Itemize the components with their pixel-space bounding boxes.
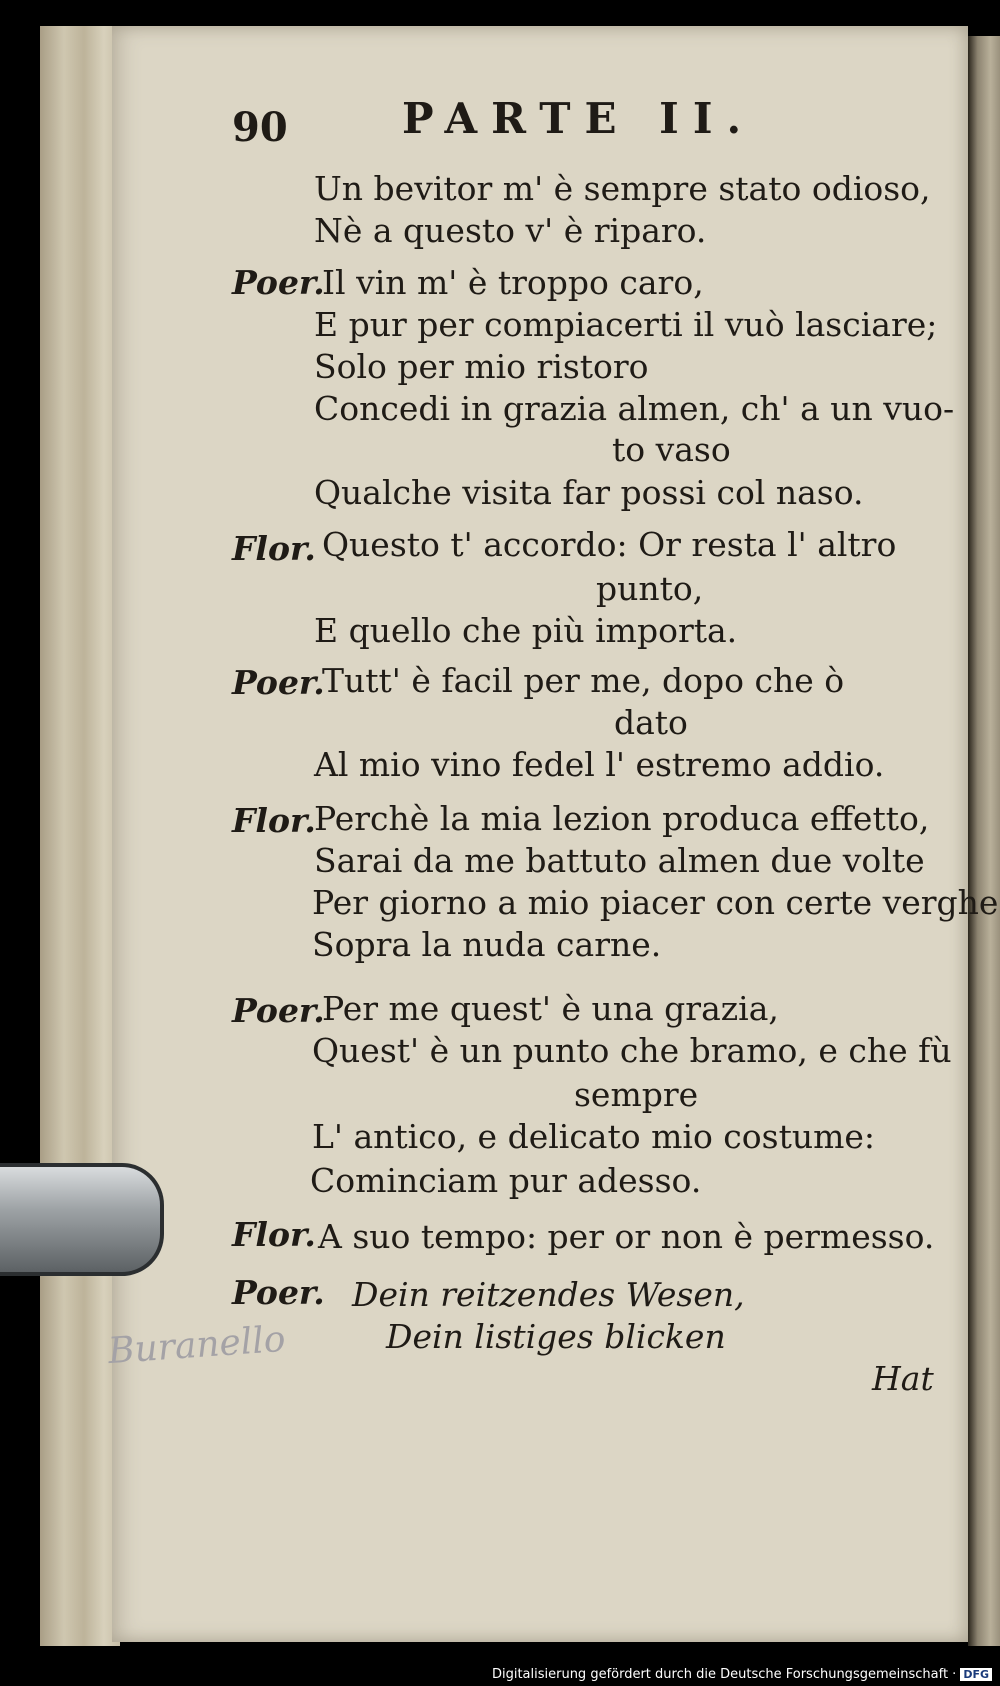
verse-line: Perchè la mia lezion produca effetto, <box>314 799 930 838</box>
verse-line: Per me quest' è una grazia, <box>322 989 779 1028</box>
verse-line: Quest' è un punto che bramo, e che fù <box>312 1031 952 1070</box>
running-title: PARTE II. <box>402 94 756 143</box>
handwritten-margin-note: Buranello <box>106 1318 287 1373</box>
verse-line: Tutt' è facil per me, dopo che ò <box>322 661 845 700</box>
verse-line: Qualche visita far possi col naso. <box>314 473 864 512</box>
verse-line: Solo per mio ristoro <box>314 347 649 386</box>
verse-line: Il vin m' è troppo caro, <box>322 263 704 302</box>
book-edge-left <box>40 26 120 1646</box>
speaker-label: Poer. <box>232 991 325 1030</box>
verse-line-continuation: sempre <box>574 1075 699 1114</box>
verse-line: Al mio vino fedel l' estremo addio. <box>314 745 885 784</box>
verse-line: Nè a questo v' è riparo. <box>314 211 707 250</box>
german-verse-line: Dein listiges blicken <box>386 1317 726 1356</box>
verse-line: A suo tempo: per or non è permesso. <box>318 1217 935 1256</box>
verse-line: L' antico, e delicato mio costume: <box>312 1117 876 1156</box>
speaker-label: Poer. <box>232 263 325 302</box>
verse-line: Sopra la nuda carne. <box>312 925 662 964</box>
german-verse-line: Dein reitzendes Wesen, <box>352 1275 745 1314</box>
dfg-logo: DFG <box>960 1668 992 1681</box>
book-edge-right <box>968 36 1000 1646</box>
speaker-label: Flor. <box>232 529 316 568</box>
catchword: Hat <box>872 1359 934 1398</box>
verse-line: Questo t' accordo: Or resta l' altro <box>322 525 897 564</box>
verse-line: Sarai da me battuto almen due volte <box>314 841 925 880</box>
speaker-label: Flor. <box>232 1215 316 1254</box>
speaker-label: Poer. <box>232 1273 325 1312</box>
verse-line-continuation: dato <box>614 703 688 742</box>
verse-line: Un bevitor m' è sempre stato odioso, <box>314 169 931 208</box>
verse-line: E pur per compiacerti il vuò lasciare; <box>314 305 938 344</box>
verse-line: Concedi in grazia almen, ch' a un vuo- <box>314 389 955 428</box>
page-number: 90 <box>232 104 288 151</box>
verse-line: Cominciam pur adesso. <box>310 1161 702 1200</box>
speaker-label: Flor. <box>232 801 316 840</box>
digitization-credit <box>492 1667 992 1682</box>
verse-line: Per giorno a mio piacer con certe verghe <box>312 883 999 922</box>
verse-line-continuation: punto, <box>596 569 704 608</box>
metal-page-clip <box>0 1163 164 1276</box>
verse-line: E quello che più importa. <box>314 611 738 650</box>
credit-text: Digitalisierung gefördert durch die Deutsche Forschungsgemeinschaft · <box>491 1667 957 1682</box>
verse-line-continuation: to vaso <box>612 430 731 469</box>
speaker-label: Poer. <box>232 663 325 702</box>
